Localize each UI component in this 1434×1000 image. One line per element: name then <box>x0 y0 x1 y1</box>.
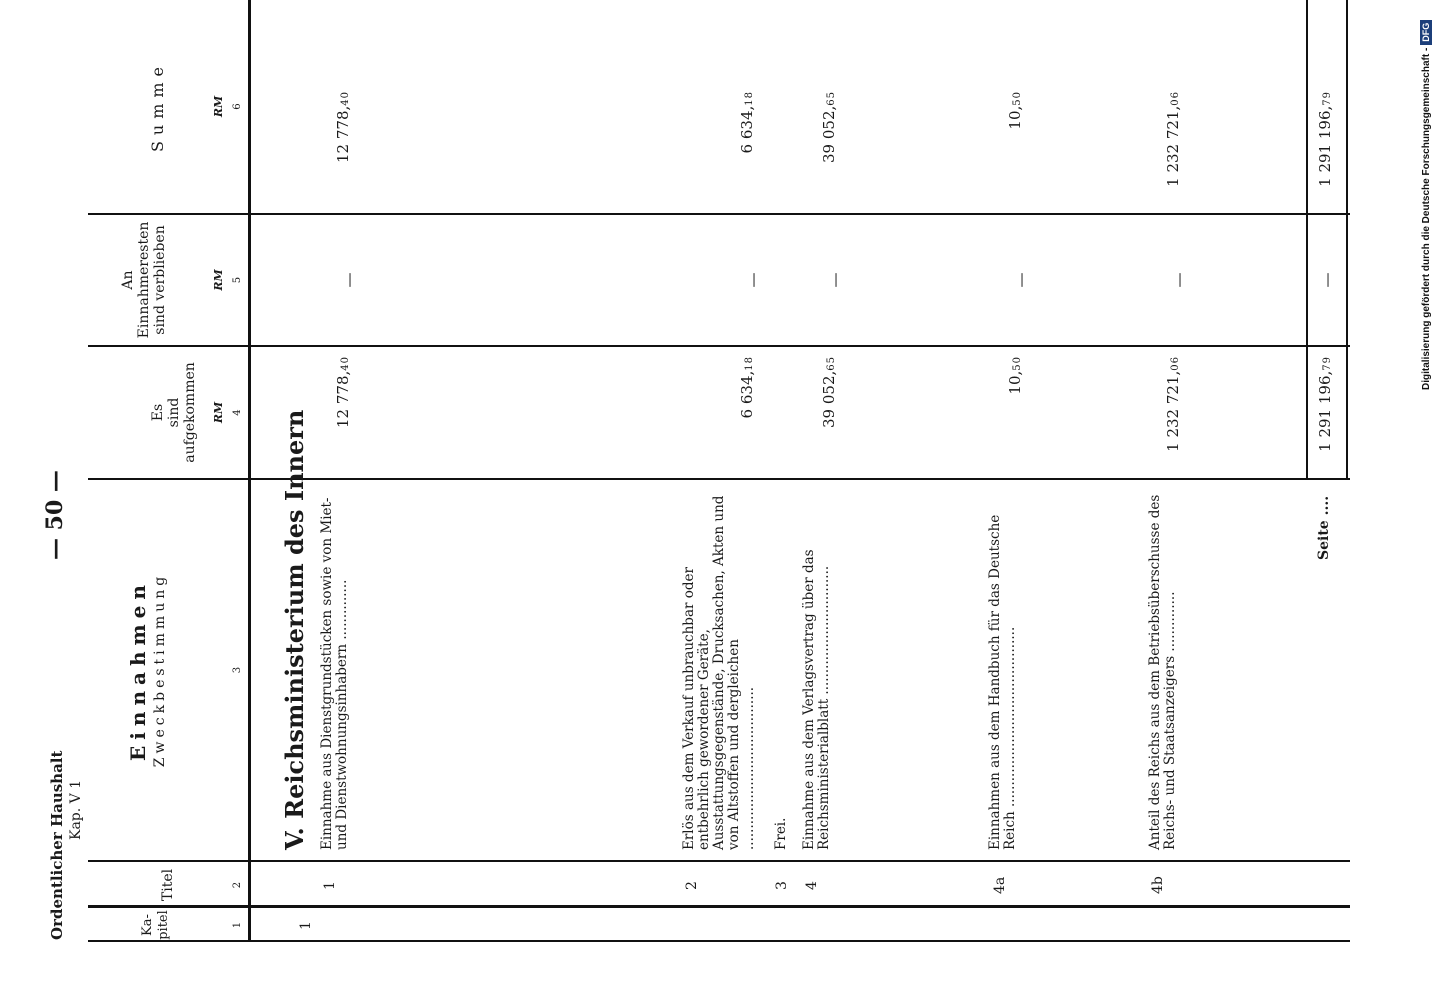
digitization-footer <box>1420 20 1432 390</box>
row-3-titel: 3 <box>774 881 790 890</box>
row-4-summe-dec: 65 <box>826 91 837 106</box>
header-title: Ordentlicher Haushalt <box>48 750 66 940</box>
rule-einnahmen <box>88 478 1350 480</box>
row-2-summe-dec: 18 <box>744 91 755 106</box>
row-1-summe <box>334 91 352 213</box>
row-1-aufgekommen-dec: 40 <box>340 356 351 371</box>
row-4a-titel: 4a <box>992 876 1008 894</box>
row-4b-summe-dec: 06 <box>1170 91 1181 106</box>
row-4-aufgekommen-dec: 65 <box>826 356 837 371</box>
row-4a-text: Einnahmen aus dem Handbuch für das Deutsche Reich .......................................... <box>987 514 1018 850</box>
footer-text: Digitalisierung gefördert durch die Deutsche Forschungsgemeinschaft - <box>1421 47 1432 390</box>
colhead-einnahmereste: An Einnahmeresten sind verblieben <box>120 221 168 339</box>
row-2-reste: — <box>744 272 762 288</box>
row-1-aufgekommen <box>334 356 352 478</box>
row-4a-aufgekommen <box>1006 356 1024 478</box>
total-summe <box>1316 91 1334 213</box>
row-1-reste: — <box>340 272 358 288</box>
page-number: — 50 — <box>42 470 68 560</box>
row-4a-summe-dec: 50 <box>1012 91 1023 106</box>
kapitel-value: 1 <box>298 921 314 930</box>
rule-left <box>88 940 1350 942</box>
rule-total-top <box>1306 0 1308 480</box>
unit-aufgekommen: RM <box>212 401 225 424</box>
colhead-kapitel: Ka- pitel <box>140 910 171 940</box>
rule-header-bottom <box>248 0 251 942</box>
row-2-text: Erlös aus dem Verkauf unbrauchbar oder entbehrlich gewordener Geräte, Ausstattungsgegenstände, Drucksachen, Akten und von Altstoffen und dergleichen ...................................... <box>681 495 757 850</box>
row-4b-aufgekommen-dec: 06 <box>1170 356 1181 371</box>
row-4-text: Einnahme aus dem Verlagsvertrag über das Reichsministerialblatt .............................. <box>801 549 832 850</box>
row-4-titel: 4 <box>804 881 820 890</box>
row-4b-text: Anteil des Reichs aus dem Betriebsüberschusse des Reichs- und Staatsanzeigers .............. <box>1147 494 1178 850</box>
colhead-einnahmen <box>126 480 168 860</box>
row-4b-summe-int: 1 232 721, <box>1164 105 1182 187</box>
colnum-5: 5 <box>232 276 243 284</box>
row-4b-reste: — <box>1170 272 1188 288</box>
colnum-4: 4 <box>232 409 243 416</box>
colhead-summe: Summe <box>148 60 167 153</box>
total-aufgekommen-dec: 79 <box>1322 356 1333 371</box>
row-4b-summe <box>1164 91 1182 213</box>
row-4b-titel: 4b <box>1150 876 1166 894</box>
colhead-titel: Titel <box>160 868 176 902</box>
section-title: V. Reichsministerium des Innern <box>280 409 309 850</box>
row-2-titel: 2 <box>684 881 700 890</box>
total-reste: — <box>1318 272 1336 288</box>
row-4b-aufgekommen <box>1164 356 1182 478</box>
unit-reste: RM <box>212 269 225 291</box>
row-1-summe-dec: 40 <box>340 91 351 106</box>
colnum-2: 2 <box>232 881 243 889</box>
rule-total-bottom <box>1346 0 1348 480</box>
row-4a-aufgekommen-int: 10, <box>1006 370 1024 395</box>
row-4a-summe <box>1006 91 1024 213</box>
row-4a-reste: — <box>1012 272 1030 288</box>
total-label: Seite .... <box>1316 495 1332 560</box>
zweckbestimmung-heading: Zweckbestimmung <box>152 572 168 768</box>
row-2-aufgekommen <box>738 356 756 478</box>
row-4a-aufgekommen-dec: 50 <box>1012 356 1023 371</box>
row-4-aufgekommen-int: 39 052, <box>820 370 838 428</box>
row-1-text: Einnahme aus Dienstgrundstücken sowie von Miet- und Dienstwohnungsinhabern .............. <box>319 497 350 850</box>
total-summe-dec: 79 <box>1322 91 1333 106</box>
header-kap: Kap. V 1 <box>68 779 84 840</box>
rule-kapitel <box>88 905 1350 908</box>
row-4-summe <box>820 91 838 213</box>
einnahmen-heading: Einnahmen <box>126 579 150 761</box>
row-4b-aufgekommen-int: 1 232 721, <box>1164 370 1182 452</box>
rule-titel <box>88 860 1350 862</box>
row-4-aufgekommen <box>820 356 838 478</box>
colnum-3: 3 <box>232 666 243 674</box>
row-4a-summe-int: 10, <box>1006 105 1024 130</box>
dfg-logo: DFG <box>1420 20 1432 45</box>
total-aufgekommen-int: 1 291 196, <box>1316 370 1334 452</box>
colhead-aufgekommen: Es sind aufgekommen <box>150 362 198 463</box>
row-1-summe-int: 12 778, <box>334 105 352 163</box>
row-3-text: Frei. <box>773 817 789 850</box>
row-2-summe-int: 6 634, <box>738 105 756 154</box>
row-4-reste: — <box>826 272 844 288</box>
rule-aufgekommen <box>88 345 1350 347</box>
row-2-aufgekommen-int: 6 634, <box>738 370 756 419</box>
row-2-summe <box>738 91 756 213</box>
row-4-summe-int: 39 052, <box>820 105 838 163</box>
rule-reste <box>88 213 1350 215</box>
colnum-6: 6 <box>232 103 243 110</box>
colnum-1: 1 <box>232 921 243 929</box>
row-1-titel: 1 <box>322 881 338 890</box>
unit-summe: RM <box>212 95 225 118</box>
row-1-aufgekommen-int: 12 778, <box>334 370 352 428</box>
total-aufgekommen <box>1316 356 1334 478</box>
row-2-aufgekommen-dec: 18 <box>744 356 755 371</box>
total-summe-int: 1 291 196, <box>1316 105 1334 187</box>
